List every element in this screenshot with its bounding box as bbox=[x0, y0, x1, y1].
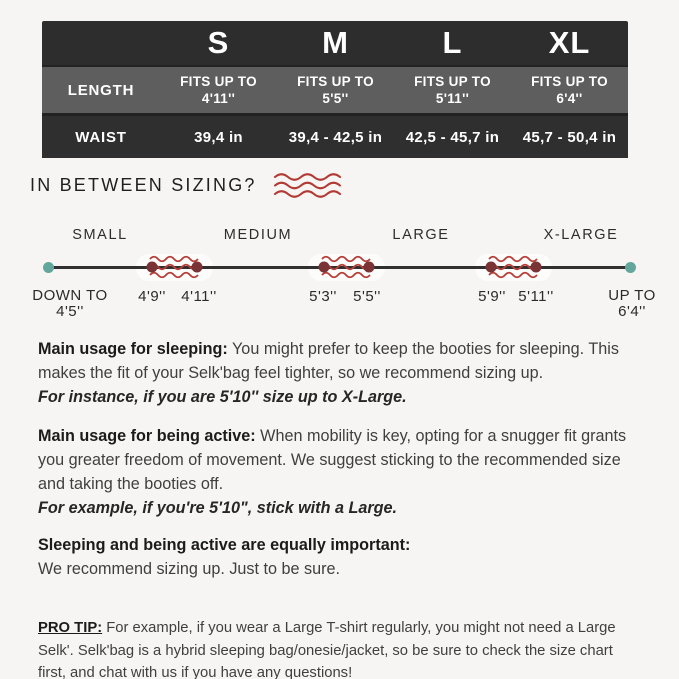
length-row-label: LENGTH bbox=[67, 81, 135, 99]
paragraph-active bbox=[38, 424, 644, 520]
size-col-xl: XL bbox=[548, 25, 591, 60]
equal-body: We recommend sizing up. Just to be sure. bbox=[38, 560, 341, 578]
usage-copy bbox=[38, 337, 644, 679]
scale-right-end-label bbox=[608, 288, 656, 319]
length-cell-prefix: FITS UP TO bbox=[180, 74, 257, 89]
length-cell-s bbox=[160, 73, 277, 107]
length-cell-l bbox=[394, 73, 511, 107]
in-between-title: IN BETWEEN SIZING? bbox=[30, 175, 257, 195]
range-label-xlarge: X-LARGE bbox=[543, 227, 619, 243]
squiggle-icon bbox=[272, 172, 344, 199]
tick-5-9: 5'9'' bbox=[478, 288, 506, 305]
length-cell-value: 5'5'' bbox=[322, 91, 349, 106]
tick-4-9: 4'9'' bbox=[138, 288, 166, 305]
length-row bbox=[42, 65, 628, 116]
active-lead: Main usage for being active: bbox=[38, 427, 256, 445]
length-cell-prefix: FITS UP TO bbox=[297, 74, 374, 89]
pro-tip-lead: PRO TIP: bbox=[38, 620, 103, 636]
squiggle-marker-icon bbox=[316, 250, 377, 284]
length-cell-value: 5'11'' bbox=[435, 91, 470, 106]
active-note: For example, if you're 5'10", stick with a Large. bbox=[38, 499, 398, 517]
waist-cell-s: 39,4 in bbox=[194, 128, 243, 146]
waist-row-label: WAIST bbox=[75, 128, 127, 146]
paragraph-pro-tip bbox=[38, 617, 644, 679]
sleeping-note: For instance, if you are 5'10'' size up to X-Large. bbox=[38, 388, 407, 406]
size-col-s: S bbox=[207, 25, 230, 60]
size-col-m: M bbox=[322, 25, 349, 60]
scale-left-end-line1: DOWN TO bbox=[32, 287, 108, 304]
squiggle-marker-icon bbox=[483, 250, 544, 284]
waist-cell-l: 42,5 - 45,7 in bbox=[405, 128, 500, 146]
length-cell-prefix: FITS UP TO bbox=[531, 74, 608, 89]
size-table bbox=[42, 21, 628, 158]
scale-right-end-line1: UP TO bbox=[608, 287, 656, 304]
tick-5-3: 5'3'' bbox=[309, 288, 337, 305]
scale-left-end-label bbox=[32, 288, 107, 319]
scale-left-end-line2: 4'5'' bbox=[56, 302, 84, 320]
scale-endpoint-dot-right bbox=[625, 262, 636, 273]
size-col-l: L bbox=[442, 25, 463, 60]
pro-tip-body: For example, if you wear a Large T-shirt regularly, you might not need a Large Selk'. Selk'bag is a hybrid sleeping bag/onesie/jacket, so be sure to check the size chart first, and chat with us if you have any questions! bbox=[38, 620, 616, 679]
waist-cell-xl: 45,7 - 50,4 in bbox=[522, 128, 617, 146]
size-table-header-row bbox=[42, 21, 628, 65]
in-between-heading bbox=[30, 172, 344, 199]
tick-5-11: 5'11'' bbox=[518, 288, 554, 305]
scale-right-end-line2: 6'4'' bbox=[618, 302, 646, 320]
length-cell-prefix: FITS UP TO bbox=[414, 74, 491, 89]
tick-5-5: 5'5'' bbox=[353, 288, 381, 305]
range-label-medium: MEDIUM bbox=[223, 227, 293, 243]
tick-4-11: 4'11'' bbox=[181, 288, 217, 305]
waist-row bbox=[42, 116, 628, 158]
sleeping-lead: Main usage for sleeping: bbox=[38, 340, 228, 358]
paragraph-equal bbox=[38, 533, 644, 581]
range-label-large: LARGE bbox=[392, 227, 450, 243]
squiggle-marker-icon bbox=[144, 250, 205, 284]
sleeping-body: You might prefer to keep the booties for sleeping. This makes the fit of your Selk'bag feel tighter, so we recommend sizing up. bbox=[38, 340, 619, 382]
length-cell-value: 4'11'' bbox=[201, 91, 236, 106]
scale-endpoint-dot-left bbox=[43, 262, 54, 273]
range-label-small: SMALL bbox=[72, 227, 128, 243]
paragraph-sleeping bbox=[38, 337, 644, 409]
equal-lead: Sleeping and being active are equally important: bbox=[38, 536, 411, 554]
active-body: When mobility is key, opting for a snugger fit grants you greater freedom of movement. We suggest sticking to the recommended size and taking the booties off. bbox=[38, 427, 627, 493]
length-cell-value: 6'4'' bbox=[556, 91, 583, 106]
length-cell-xl bbox=[511, 73, 628, 107]
waist-cell-m: 39,4 - 42,5 in bbox=[288, 128, 383, 146]
length-cell-m bbox=[277, 73, 394, 107]
